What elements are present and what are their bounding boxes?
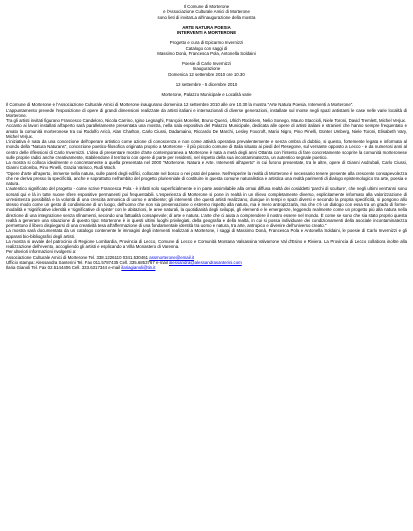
poetry-line: Domenica 12 settembre 2010 ore 10.30 (168, 71, 245, 77)
exhibition-location: Morterone, Palazzo Municipale e Località varie (161, 92, 252, 97)
poetry-inauguration (6, 61, 407, 77)
header-line: sono lieti di invitarLa all'inaugurazione della mostra (157, 14, 256, 20)
body-paragraph: La mostra si colloca idealmente e concretamente a quella presentata nel 2000 "Morterone. Natura e Arte. Interventi all'aperto" in cui furono presentate, tra le altre, opere di Gianni Asdrubali, Carlo Ciussi, Gianni Colombo, Pino Pinelli, Grazia Varisco, Rudi Wach. (6, 160, 407, 171)
body-paragraph: L'autentico significato del progetto - come scrive Francesca Pola - è infatti solo superficialmente e in parte assimilabile alla ormai diffusa realtà dei cosiddetti 'parchi di sculture', che negli ultimi vent'anni sono sorsati qui e là in tutte nuove sfere espositive permanenti poi frequentabili. L'esperienza di Morterone si pone in realtà in un rilievo completamente diverso, esplicitamente informato alla valorizzazione di un'esistenza possibilità e la volontà di una crescita armonica di uomo e ambiente; gli interventi che questi artisti realizzano, dunque in tempi e spazi diversi e secondo la propria specificità, si pongono allo stesso modo come un gesto di condivisione di un luogo, dell'uomo che non sia preservazione o estremo rispetto alla natura, ma è mero antropizzarla, ma che c'è un dialogo con essa tra un grado di forme-modalità e 'significative identità e 'significative di spinte' con le abitazioni, le aree naturali, la quotidianità degli sviluppi, gli elementi e le emergenze, leggendo realmente come un progetto più alla natura nella direzione di una integrazione senza sfinamenti, secondo una fattualità consapevole; di arte e natura. L'arte che ci aiuta a comprendere il nostro essere nel mondo. È come se sono che sia stato proprio questa realtà a generare una situazione di questo tipo: Morterone è in questi ultimi luoghi privilegiati, della geografia e della realtà, in cui si possa individuare dei condizionamenti della asociale incontaminatezza permettono il libero dispiegarsi di una creatività tesa all'affermazione di una fondamentale identità tra uomo e natura, tra arte, antropico e divenire dell'universo creato." (6, 186, 407, 228)
contact-text: Ilaria Gianoli Tel. Fax 02.5144406 Cell. 333.6317344 e-mail (6, 265, 122, 270)
body-paragraph: Il Comune di Morterone e l'Associazione Culturale Amici di Morterone inaugurano domenica 12 settembre 2010 alle ore 10.30 la mostra "Arte Natura Poesia. Interventi a Morterone". (6, 102, 354, 108)
body-paragraph: "Opere d'arte all'aperto, immerse nella natura, sulle pareti degli edifici, collocate nel bosco o nei prati del paese. Nell'esperire la realtà di Morterone è necessario tenere presente alla crescente consapevolezza che ne deriva presso la specificità, anche e soprattutto nell'ambito del progetto plurienniale di costituire in questa comune naturalistica e artistica una realtà parimenti di dialogo epistemologico tra arte, poesia e natura. (6, 170, 407, 186)
body-paragraph: La mostra si avvale del patrocinio di Regione Lombardia, Provincia di Lecco, Comune di Lecco e Comunità Montana Valsassina Valvarrone Val d'Esino e Riviera. La Provincia di Lecco collabora inoltre alla realizzazione dell'evento, accogliendo gli artisti e esplicando a Villa Monastero di Varenna. (6, 238, 407, 249)
credit-line: Progetto e cura di Epicarmo Invernizzi (169, 40, 244, 46)
header-block (6, 4, 407, 20)
email-link[interactable]: ilariagianoli@tin.it (121, 265, 156, 270)
poetry-line: Inaugurazione (192, 66, 221, 72)
header-line: Il Comune di Morterone (183, 4, 230, 9)
email-link[interactable]: assmorterone@email.it (149, 254, 195, 260)
body-paragraph: Per ulteriori informazioni rivolgersi a: (6, 249, 77, 255)
exhibition-dates: 12 settembre - 5 dicembre 2010 (175, 81, 238, 87)
body-paragraph: L'appuntamento prevede l'esposizione di opere di grandi dimensioni realizzate da artisti italiani e internazionali di diverse generazioni, installate sul monte negli spazi antistanti le case nelle varie località di Morterone. (6, 107, 407, 118)
title-line: ARTE NATURA POESIA (182, 24, 231, 30)
poetry-line: Poesie di Carlo Invernizzi (181, 61, 231, 66)
body-text (6, 102, 407, 254)
body-paragraph: La mostra sarà documentata da un catalogo contenente le immagini degli interventi realizzati a Morterone, i saggi di Massimo Donà, Francesca Pola e Antonella Soldaini, le poesie di Carlo Invernizzi e gli apparati bio-bibliografici degli artisti. (6, 228, 407, 239)
exhibition-title (6, 25, 407, 36)
contacts (6, 255, 407, 271)
project-credits (6, 40, 407, 56)
body-paragraph: Accanto ai lavori installati all'aperto sarà parallelamente presentata una mostra, nella sala espositiva del Palazzo Municipale, dedicata alle opere di artisti italiani e stranieri che hanno sempre frequentato e amato la comunità morteronese tra cui Rodolfo Aricò, Alan Charlton, Carlo Ciussi, Dadamaino, Riccardo De Marchi, Lesley Foxcroft, Mario Nigro, Pino Pinelli, Günter Umberg, Niele Toroni, Elisabeth Vary, Michel Verjux. (6, 123, 407, 139)
body-paragraph: L'iniziativa è nata da una concezione dell'operare artistico come azione di conoscenza e non come attività operativa prevalentemente e senza ombra di dubbio, si questo, fortemente legata e informata al mondo della "Natura Naturans", concezione poetico-filosofica originata proprio a Morterone - il più piccolo comune di Italia situato ai piedi del Resegone, sul versante opposto a Lecco - e da numerosi anni al centro delle riflessioni di Carlo Invernizzi. L'idea di presentare mostre d'arte contemporanea a Morterone è nata a metà degli anni Ottanta con l'intento di fare concretamente scoprire la comunità morteronese sulle proprie radici anche creativamente, stabilendone il territorio con opere di parte per residenti, nel rispetto della sua incontaminatezza, un autentico segnale poetico. (6, 139, 407, 160)
email-link[interactable]: alessandra@alessandrasanterini.com (169, 259, 242, 265)
credit-line: Massimo Donà, Francesca Pola, Antonella Soldaini (157, 50, 256, 56)
body-paragraph: Tra gli artisti invitati figurano Francesco Candeloro, Nicola Carrino, Igino Legnaghi, François Morellet, Bruno Querci, Ulrich Rückriem, Nelio Sonego, Mauro Staccioli, Niele Toroni, David Tremlett, Michel Verjux. (6, 118, 407, 123)
header-line: e l'Associazione Culturale Amici di Morterone (163, 9, 250, 15)
contact-line (6, 265, 407, 270)
credit-line: Catalogo con saggi di (185, 45, 228, 51)
title-line: INTERVENTI A MORTERONE (176, 30, 237, 35)
contact-text: Ufficio stampa: Alessandra Santerini Tel. Fax 011.5787435 Cell. 335.6853767 e-mail (6, 259, 169, 265)
contact-text: Associazione Culturale Amici di Morterone Tel. 338.1226110 0341.530461 (6, 254, 150, 260)
